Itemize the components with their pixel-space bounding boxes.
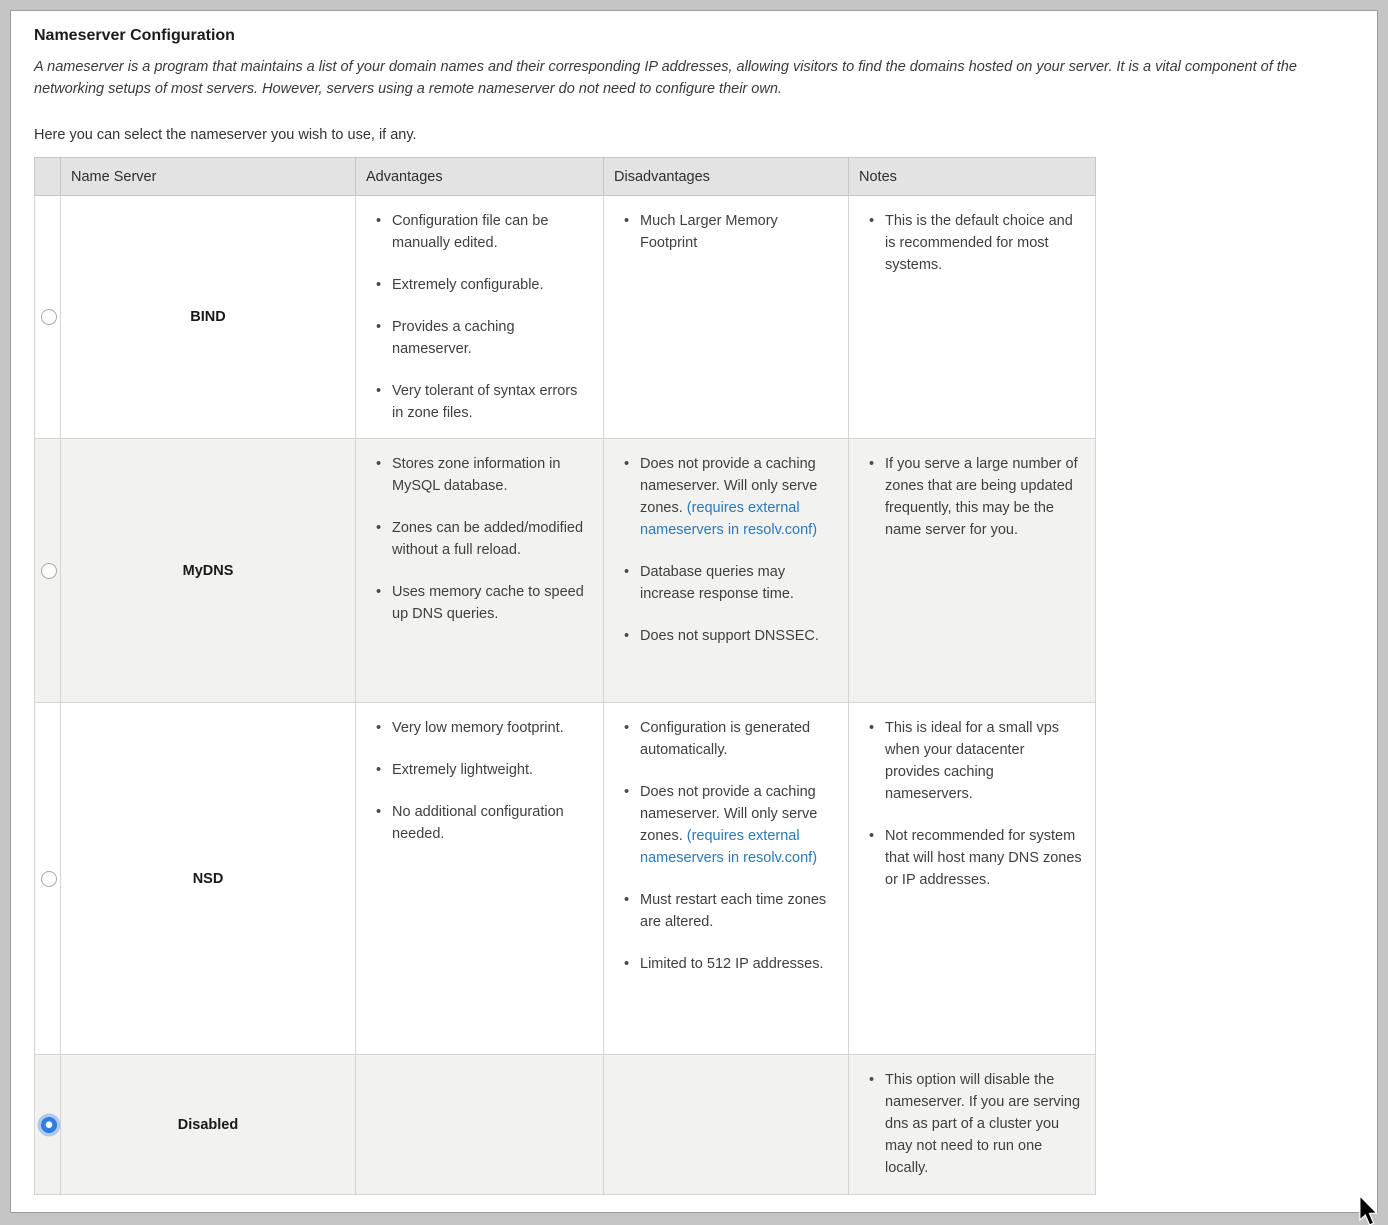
advantages-cell — [356, 703, 604, 1055]
list-item: • Must restart each time zones are altered. — [618, 889, 836, 933]
list-item: • Does not provide a caching nameserver. Will only serve zones. (requires external nameservers in resolv.conf) — [618, 781, 836, 869]
list-item: • Configuration file can be manually edited. — [370, 210, 591, 254]
nameserver-radio-mydns[interactable] — [41, 563, 57, 579]
list-item: • This option will disable the nameserver. If you are serving dns as part of a cluster you may not need to run one locally. — [863, 1069, 1083, 1179]
nameserver-name: NSD — [61, 703, 356, 1055]
list-item: • Does not provide a caching nameserver. Will only serve zones. (requires external nameservers in resolv.conf) — [618, 453, 836, 541]
advantages-cell — [356, 1055, 604, 1195]
nameserver-row-nsd — [35, 703, 1096, 1055]
list-item: • Does not support DNSSEC. — [618, 625, 836, 647]
list-item: • Much Larger Memory Footprint — [618, 210, 836, 254]
notes-cell — [849, 439, 1096, 703]
disadvantages-cell — [604, 1055, 849, 1195]
page-instruction: Here you can select the nameserver you wish to use, if any. — [34, 127, 417, 143]
list-item: • No additional configuration needed. — [370, 801, 591, 845]
disadvantages-cell — [604, 196, 849, 439]
notes-cell — [849, 703, 1096, 1055]
table-header-row — [35, 158, 1096, 196]
resolv-conf-link[interactable]: (requires external nameservers in resolv.conf) — [640, 500, 818, 538]
nameserver-radio-bind[interactable] — [41, 309, 57, 325]
list-item: • If you serve a large number of zones that are being updated frequently, this may be the name server for you. — [863, 453, 1083, 541]
notes-cell — [849, 196, 1096, 439]
resolv-conf-link[interactable]: (requires external nameservers in resolv.conf) — [640, 828, 818, 866]
nameserver-config-panel — [10, 10, 1378, 1213]
list-item: • This is the default choice and is recommended for most systems. — [863, 210, 1083, 276]
advantages-cell — [356, 196, 604, 439]
list-item: • Very low memory footprint. — [370, 717, 591, 739]
list-item: • Provides a caching nameserver. — [370, 316, 591, 360]
nameserver-name: BIND — [61, 196, 356, 439]
header-select — [35, 158, 61, 196]
disadvantages-cell — [604, 439, 849, 703]
nameserver-name: MyDNS — [61, 439, 356, 703]
nameserver-radio-nsd[interactable] — [41, 871, 57, 887]
nameserver-row-bind — [35, 196, 1096, 439]
page-title: Nameserver Configuration — [34, 27, 235, 44]
advantages-cell — [356, 439, 604, 703]
header-advantages: Advantages — [356, 158, 604, 196]
list-item: • Not recommended for system that will host many DNS zones or IP addresses. — [863, 825, 1083, 891]
nameserver-name: Disabled — [61, 1055, 356, 1195]
list-item: • Uses memory cache to speed up DNS queries. — [370, 581, 591, 625]
nameserver-row-disabled — [35, 1055, 1096, 1195]
list-item: • Extremely lightweight. — [370, 759, 591, 781]
header-name-server: Name Server — [61, 158, 356, 196]
list-item: • Very tolerant of syntax errors in zone files. — [370, 380, 591, 424]
list-item: • Configuration is generated automatically. — [618, 717, 836, 761]
header-notes: Notes — [849, 158, 1096, 196]
page-description: A nameserver is a program that maintains a list of your domain names and their corresponding IP addresses, allowing visitors to find the domains hosted on your server. It is a vital component of the networking setups of most servers. However, servers using a remote nameserver do not need to configure their own. — [34, 59, 1297, 97]
nameserver-radio-disabled[interactable] — [41, 1117, 57, 1133]
nameserver-table-body — [35, 196, 1096, 1195]
notes-cell — [849, 1055, 1096, 1195]
list-item: • Zones can be added/modified without a full reload. — [370, 517, 591, 561]
header-disadvantages: Disadvantages — [604, 158, 849, 196]
list-item: • Extremely configurable. — [370, 274, 591, 296]
list-item: • Limited to 512 IP addresses. — [618, 953, 836, 975]
list-item: • Stores zone information in MySQL database. — [370, 453, 591, 497]
list-item: • Database queries may increase response time. — [618, 561, 836, 605]
nameserver-table — [34, 157, 1096, 1195]
nameserver-row-mydns — [35, 439, 1096, 703]
disadvantages-cell — [604, 703, 849, 1055]
list-item: • This is ideal for a small vps when your datacenter provides caching nameservers. — [863, 717, 1083, 805]
